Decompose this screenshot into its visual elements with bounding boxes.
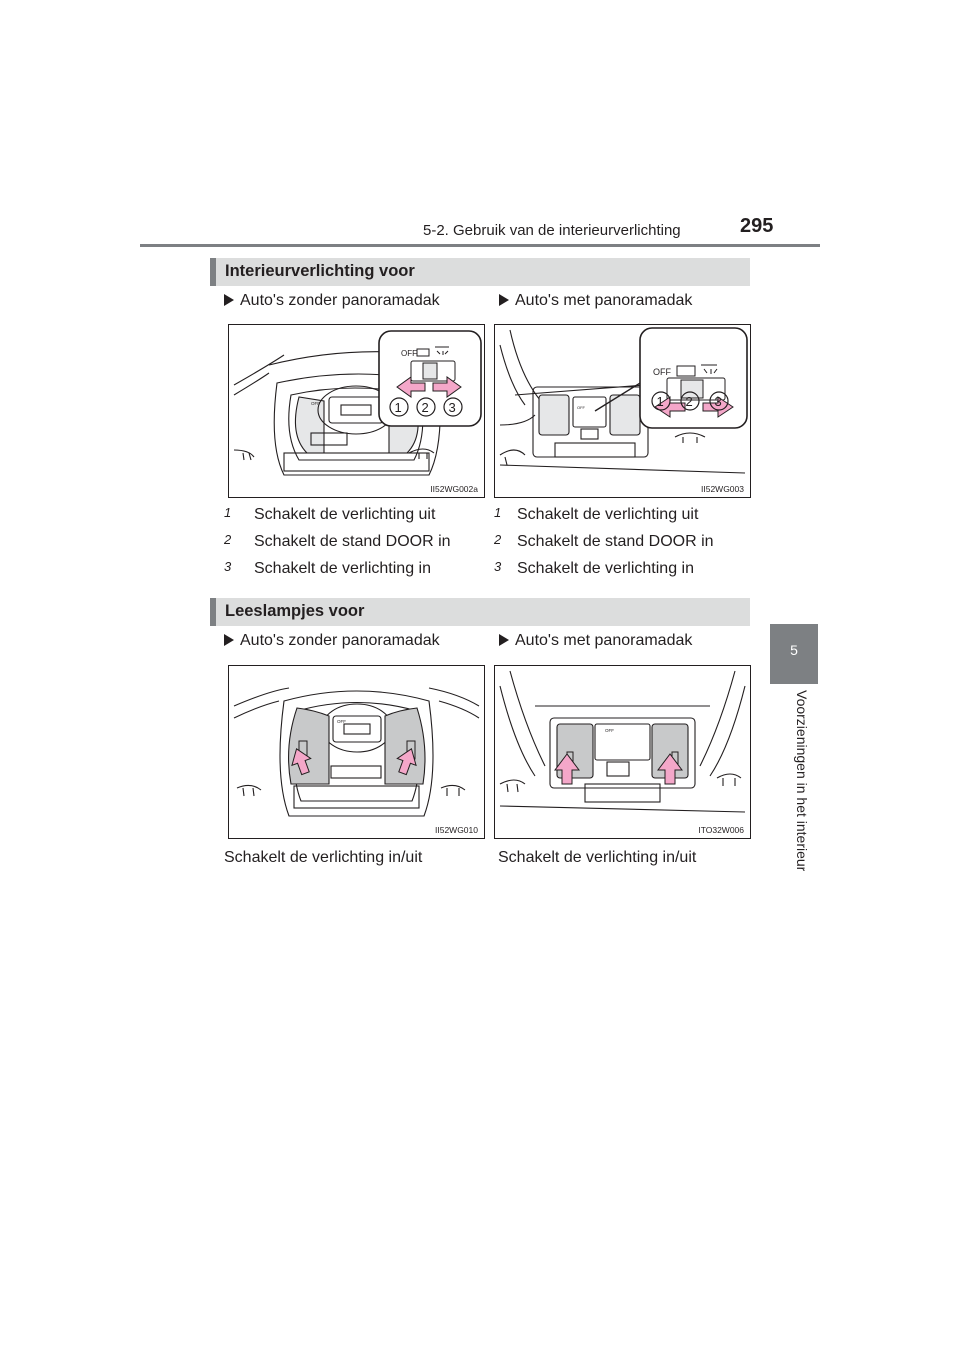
svg-text:OFF: OFF xyxy=(401,349,417,358)
figure-caption: Schakelt de verlichting in/uit xyxy=(498,849,697,866)
item-text: Schakelt de stand DOOR in xyxy=(254,533,451,550)
header-rule xyxy=(140,244,820,247)
item-text: Schakelt de stand DOOR in xyxy=(517,533,714,550)
svg-text:2: 2 xyxy=(685,394,693,409)
figure-console-no-roof xyxy=(228,324,485,498)
item-number: 3 xyxy=(494,559,502,574)
section-heading-bar xyxy=(210,598,750,626)
triangle-bullet-icon xyxy=(499,294,509,306)
section-title: Interieurverlichting voor xyxy=(225,262,415,280)
figure-code: ITO32W006 xyxy=(698,825,744,835)
svg-text:OFF: OFF xyxy=(605,728,614,733)
item-text: Schakelt de verlichting in xyxy=(517,560,694,577)
subheading-right: Auto's met panoramadak xyxy=(499,632,692,650)
svg-text:1: 1 xyxy=(394,400,402,415)
figure-code: II52WG010 xyxy=(435,825,478,835)
item-number: 1 xyxy=(494,505,502,520)
svg-text:OFF: OFF xyxy=(577,405,585,410)
section-heading-marker xyxy=(210,598,216,626)
item-number: 1 xyxy=(224,505,232,520)
reading-lamp-illustration xyxy=(495,666,750,838)
svg-text:3: 3 xyxy=(448,400,456,415)
reading-lamp-illustration xyxy=(229,666,484,838)
subheading-right: Auto's met panoramadak xyxy=(499,292,692,310)
item-number: 2 xyxy=(494,532,502,547)
item-number: 2 xyxy=(224,532,232,547)
figure-caption: Schakelt de verlichting in/uit xyxy=(224,849,423,866)
item-text: Schakelt de verlichting uit xyxy=(254,506,436,523)
running-header: 5-2. Gebruik van de interieurverlichting xyxy=(423,222,681,239)
console-illustration xyxy=(229,325,484,497)
chapter-number: 5 xyxy=(790,642,798,658)
item-number: 3 xyxy=(224,559,232,574)
circled-numbers xyxy=(647,390,742,412)
svg-text:3: 3 xyxy=(714,394,722,409)
svg-text:OFF: OFF xyxy=(337,719,346,724)
chapter-title: Voorzieningen in het interieur xyxy=(794,690,810,872)
figure-code: II52WG002a xyxy=(430,484,478,494)
figure-code: II52WG003 xyxy=(701,484,744,494)
section-title: Leeslampjes voor xyxy=(225,602,365,620)
svg-text:2: 2 xyxy=(421,400,429,415)
subheading-left: Auto's zonder panoramadak xyxy=(224,632,440,650)
callout-number-row xyxy=(647,390,742,412)
triangle-bullet-icon xyxy=(224,294,234,306)
section-heading-marker xyxy=(210,258,216,286)
triangle-bullet-icon xyxy=(499,634,509,646)
figure-reading-lamps-no-roof xyxy=(228,665,485,839)
svg-text:1: 1 xyxy=(656,394,664,409)
triangle-bullet-icon xyxy=(224,634,234,646)
item-text: Schakelt de verlichting in xyxy=(254,560,431,577)
svg-text:OFF: OFF xyxy=(653,367,671,377)
item-text: Schakelt de verlichting uit xyxy=(517,506,699,523)
page-number: 295 xyxy=(740,215,774,237)
section-heading-bar xyxy=(210,258,750,286)
svg-text:OFF: OFF xyxy=(311,401,320,406)
figure-reading-lamps-with-roof xyxy=(494,665,751,839)
subheading-left: Auto's zonder panoramadak xyxy=(224,292,440,310)
